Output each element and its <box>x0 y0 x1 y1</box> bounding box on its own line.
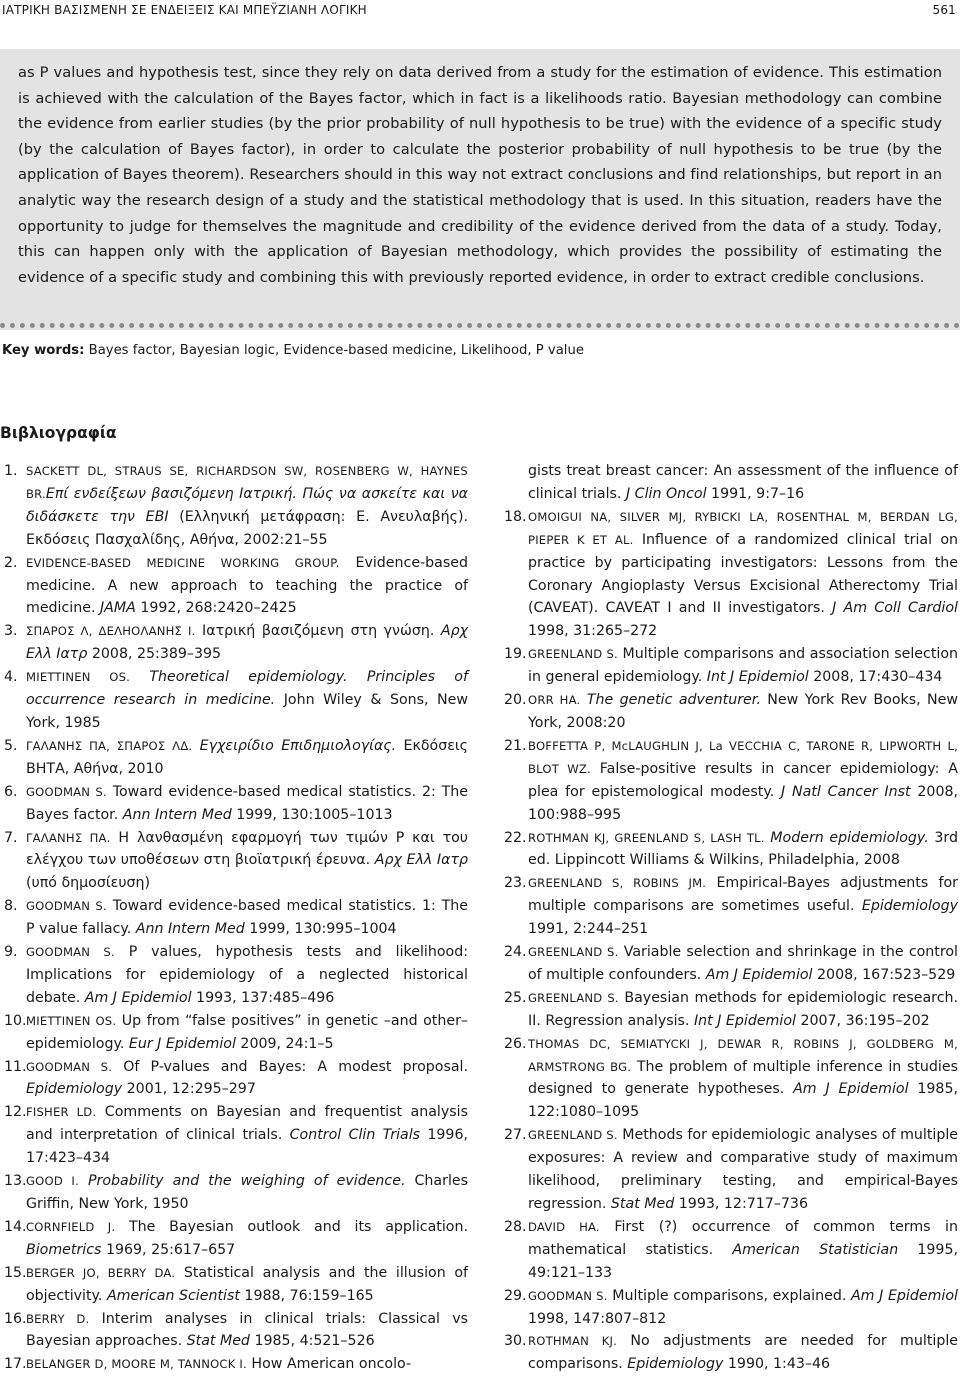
reference-journal: Modern epidemiology. <box>764 829 929 846</box>
reference-authors: BERGER JO, BERRY DA. <box>26 1265 176 1280</box>
reference-item <box>4 781 468 827</box>
reference-authors: ORR HA. <box>528 693 581 708</box>
references-heading: Βιβλιογραφία <box>0 424 117 442</box>
reference-item <box>504 987 958 1033</box>
reference-number: 11. <box>4 1058 27 1075</box>
reference-item <box>4 941 468 1010</box>
abstract-text: as P values and hypothesis test, since they rely on data derived from a study for the estimation of evidence. This estimation is achieved with the calculation of the Bayes factor, which in fact is a likelihoods ratio. Bayesian methodology can combine the evidence from earlier studies (by the prior probability of null hypothesis to be true) with the evidence of a specific study (by the calculation of Bayes factor), in order to calculate the posterior probability of null hypothesis to be true (by the application of Bayes theorem). Researchers should in this way not extract conclusions and find relationships, but report in an analytic way the research design of a study and the statistical methodology that is used. In this situation, readers have the opportunity to judge for themselves the magnitude and credibility of the evidence derived from the data of a study. Today, this can happen only with the application of Bayesian methodology, which provides the possibility of estimating the evidence of a specific study and combining this with previously reported evidence, in order to extract credible conclusions. <box>18 64 942 286</box>
reference-journal: Epidemiology <box>622 1356 724 1373</box>
reference-number: 23. <box>504 875 527 892</box>
reference-item <box>4 552 468 621</box>
reference-authors: GOODMAN S. <box>26 945 115 960</box>
reference-item <box>4 1262 468 1308</box>
reference-item <box>504 827 958 873</box>
reference-journal: Am J Epidemiol <box>846 1287 958 1304</box>
reference-details: 1988, 76:159–165 <box>239 1287 374 1304</box>
reference-item <box>4 1170 468 1216</box>
reference-number: 24. <box>504 944 527 961</box>
reference-details: 1985, 4:521–526 <box>249 1333 375 1350</box>
reference-item <box>504 506 958 643</box>
reference-item <box>4 620 468 666</box>
reference-item <box>504 872 958 941</box>
reference-number: 10. <box>4 1012 27 1029</box>
reference-journal: J Natl Cancer Inst <box>774 783 911 800</box>
reference-title: Comments on Bayesian and frequentist analysis and interpretation of clinical trials. <box>26 1104 468 1144</box>
reference-details: (υπό δημοσίευση) <box>26 875 151 892</box>
reference-item <box>4 1353 468 1376</box>
reference-details: 1991, 9:7–16 <box>706 485 805 502</box>
reference-title: Empirical-Bayes adjustments for multiple comparisons are sometimes useful. <box>528 875 959 915</box>
reference-number: 29. <box>504 1287 527 1304</box>
reference-details: 1990, 1:43–46 <box>723 1356 831 1373</box>
reference-number: 27. <box>504 1127 527 1144</box>
reference-number: 16. <box>4 1310 27 1327</box>
reference-title: P values, hypothesis tests and likelihood: Implications for epidemiology of a neglected historical debate. <box>26 944 468 1006</box>
reference-item <box>4 735 468 781</box>
reference-journal: Ann Intern Med <box>118 806 232 823</box>
reference-number: 26. <box>504 1035 527 1052</box>
reference-details: 1991, 2:244–251 <box>528 921 649 938</box>
reference-journal: Control Clin Trials <box>282 1127 421 1144</box>
reference-title: Toward evidence-based medical statistics. 2: The Bayes factor. <box>26 783 468 823</box>
reference-number: 3. <box>4 623 18 640</box>
reference-journal: American Scientist <box>102 1287 240 1304</box>
reference-number: 25. <box>504 989 527 1006</box>
reference-number: 9. <box>4 944 18 961</box>
reference-authors: ΓΑΛΑΝΗΣ ΠΑ, ΣΠΑΡΟΣ ΛΔ. <box>26 738 193 753</box>
reference-details: 3rd ed. Lippincott Williams & Wilkins, Philadelphia, 2008 <box>528 829 958 869</box>
reference-details: 1985, 122:1080–1095 <box>528 1081 958 1121</box>
reference-number: 1. <box>4 463 18 479</box>
reference-item <box>4 1010 468 1056</box>
reference-details: 2008, 17:430–434 <box>808 669 943 686</box>
reference-item <box>504 689 958 735</box>
reference-title: gists treat breast cancer: An assessment of the influence of clinical trials. <box>528 463 958 502</box>
reference-title: Interim analyses in clinical trials: Classical vs Bayesian approaches. <box>26 1310 468 1350</box>
reference-journal: Am J Epidemiol <box>80 989 192 1006</box>
references-right-column <box>504 460 958 1376</box>
reference-number: 4. <box>4 669 18 686</box>
reference-authors: THOMAS DC, SEMIATYCKI J, DEWAR R, ROBINS J, GOLDBERG M, ARMSTRONG BG. <box>528 1036 958 1074</box>
reference-journal: Theoretical epidemiology. Principles of occurrence research in medicine. <box>26 669 468 709</box>
reference-journal: Επί ενδείξεων βασιζόμενη Ιατρική. Πώς να ασκείτε και να διδάσκετε την EBI <box>26 485 468 525</box>
reference-item <box>504 643 958 689</box>
reference-number: 8. <box>4 898 18 915</box>
reference-journal: Stat Med <box>182 1333 250 1350</box>
keywords-text: Bayes factor, Bayesian logic, Evidence-based medicine, Likelihood, P value <box>88 343 584 358</box>
reference-authors: GOOD I. <box>26 1174 79 1189</box>
reference-details: New York Rev Books, New York, 2008:20 <box>528 692 959 731</box>
reference-journal: Ann Intern Med <box>131 921 245 938</box>
reference-item <box>504 1285 958 1331</box>
reference-authors: OMOIGUI NA, SILVER MJ, RYBICKI LA, ROSENTHAL M, BERDAN LG, PIEPER K ET AL. <box>528 509 958 547</box>
reference-journal: Αρχ Ελλ Ιατρ <box>26 623 468 663</box>
reference-authors: BELANGER D, MOORE M, TANNOCK I. <box>26 1357 247 1372</box>
reference-number: 20. <box>504 692 527 709</box>
page-number: 561 <box>932 3 956 17</box>
reference-details: John Wiley & Sons, New York, 1985 <box>26 692 468 731</box>
reference-journal: Αρχ Ελλ Ιατρ <box>370 852 468 869</box>
reference-title: Η λανθασμένη εφαρμογή των τιμών P και του ελέγχου των υποθέσεων στη βιοϊατρική έρευνα. <box>26 829 468 869</box>
reference-title: False-positive results in cancer epidemiology: A plea for epistemological modesty. <box>528 760 958 800</box>
reference-item <box>4 1216 468 1262</box>
reference-authors: ROTHMAN KJ, GREENLAND S, LASH TL. <box>528 830 765 845</box>
reference-title: Evidence-based medicine. A new approach to teaching the practice of medicine. <box>26 554 468 617</box>
reference-title: Multiple comparisons, explained. <box>607 1287 847 1304</box>
reference-item <box>4 827 468 896</box>
reference-authors: CORNFIELD J. <box>26 1219 116 1234</box>
running-header <box>0 0 960 24</box>
reference-authors: GREENLAND S. <box>528 1128 618 1143</box>
keywords-line <box>2 343 584 358</box>
reference-authors: GREENLAND S. <box>528 647 618 662</box>
reference-authors: MIETTINEN OS. <box>26 1013 117 1028</box>
reference-item <box>4 1056 468 1102</box>
reference-details: 1993, 137:485–496 <box>191 989 335 1006</box>
reference-title: Toward evidence-based medical statistics. 1: The P value fallacy. <box>26 898 468 938</box>
reference-journal: Stat Med <box>606 1196 675 1212</box>
reference-title: Variable selection and shrinkage in the control of multiple confounders. <box>528 944 958 983</box>
reference-details: 2008, 25:389–395 <box>87 646 222 663</box>
reference-title: Bayesian methods for epidemiologic research. II. Regression analysis. <box>528 989 959 1029</box>
reference-details: 1993, 12:717–736 <box>674 1196 808 1212</box>
reference-journal: Am J Epidemiol <box>701 966 813 983</box>
reference-journal: Epidemiology <box>854 898 958 915</box>
reference-number: 12. <box>4 1104 27 1121</box>
reference-details: Charles Griffin, New York, 1950 <box>26 1173 469 1212</box>
reference-authors: ΣΠΑΡΟΣ Λ, ΔΕΛΗΟΛΑΝΗΣ Ι. <box>26 624 196 639</box>
reference-number: 5. <box>4 737 18 754</box>
reference-title: Up from “false positives” in genetic –and other– epidemiology. <box>26 1012 468 1052</box>
reference-details: 2001, 12:295–297 <box>122 1081 256 1098</box>
abstract-box <box>0 49 960 330</box>
reference-authors: GOODMAN S. <box>26 899 107 914</box>
reference-authors: BOFFETTA P, McLAUGHLIN J, La VECCHIA C, TARONE R, LIPWORTH L, BLOT WZ. <box>528 738 958 776</box>
references-left-column <box>4 460 468 1376</box>
reference-details: 2008, 100:988–995 <box>528 783 959 823</box>
reference-authors: GREENLAND S. <box>528 945 619 960</box>
reference-details: Εκδόσεις ΒΗΤΑ, Αθήνα, 2010 <box>26 737 468 777</box>
keywords-label: Key words: <box>2 343 85 358</box>
reference-authors: DAVID HA. <box>528 1219 600 1234</box>
reference-number: 21. <box>504 737 527 754</box>
reference-item <box>504 1216 958 1285</box>
reference-item <box>504 735 958 827</box>
reference-authors: BERRY D. <box>26 1311 90 1326</box>
reference-title: No adjustments are needed for multiple comparisons. <box>528 1333 958 1373</box>
reference-title: Influence of a randomized clinical trial on practice by participating investigators: Lessons from the Coronary Angioplasty Versus Excisional Atherectomy Trial (CAVEAT). CAVEAT I and II investigators. <box>528 531 959 617</box>
reference-number: 2. <box>4 554 18 571</box>
reference-item <box>4 666 468 735</box>
reference-number: 6. <box>4 783 18 800</box>
reference-item <box>4 895 468 941</box>
reference-item <box>504 1124 958 1216</box>
reference-item <box>504 460 958 506</box>
reference-title: The Bayesian outlook and its application. <box>115 1218 468 1235</box>
reference-number: 19. <box>504 646 527 663</box>
reference-journal: Eur J Epidemiol <box>124 1035 236 1052</box>
reference-title: The problem of multiple inference in studies designed to generate hypotheses. <box>528 1058 958 1098</box>
reference-title: Ιατρική βασιζόμενη στη γνώση. <box>195 623 435 640</box>
reference-item <box>4 1101 468 1170</box>
reference-item <box>504 1033 958 1125</box>
reference-journal: Probability and the weighing of evidence. <box>78 1173 406 1190</box>
reference-details: 1999, 130:1005–1013 <box>231 806 393 823</box>
reference-journal: American Statistician <box>713 1241 899 1258</box>
reference-title: Methods for epidemiologic analyses of multiple exposures: A review and comparative study of maximum likelihood, preliminary testing, and empirical-Bayes regression. <box>528 1127 959 1212</box>
reference-details: 1992, 268:2420–2425 <box>135 600 297 617</box>
reference-authors: SACKETT DL, STRAUS SE, RICHARDSON SW, ROSENBERG W, HAYNES BR. <box>26 464 468 501</box>
reference-item <box>504 1330 958 1376</box>
reference-authors: GOODMAN S. <box>26 1059 113 1074</box>
header-title: ΙΑΤΡΙΚΗ ΒΑΣΙΣΜΕΝΗ ΣΕ ΕΝΔΕΙΞΕΙΣ ΚΑΙ ΜΠΕΫΖΙΑΝΗ ΛΟΓΙΚΗ <box>2 3 367 17</box>
reference-journal: JAMA <box>95 600 136 617</box>
reference-authors: ΓΑΛΑΝΗΣ ΠΑ. <box>26 830 111 845</box>
reference-item <box>4 1308 468 1354</box>
reference-details: 2008, 167:523–529 <box>812 966 956 983</box>
reference-details: 2007, 36:195–202 <box>795 1012 930 1029</box>
reference-number: 28. <box>504 1218 527 1235</box>
reference-number: 18. <box>504 508 527 525</box>
reference-journal: Εγχειρίδιο Επιδημιολογίας. <box>192 737 397 754</box>
reference-title: How American oncolo- <box>246 1356 412 1373</box>
reference-number: 17. <box>4 1356 27 1373</box>
reference-number: 7. <box>4 829 18 846</box>
reference-title: Multiple comparisons and association selection in general epidemiology. <box>528 646 958 686</box>
reference-journal: Int J Epidemiol <box>702 669 809 686</box>
reference-journal: J Am Coll Cardiol <box>824 600 958 617</box>
reference-authors: MIETTINEN OS. <box>26 670 131 685</box>
reference-details: 1998, 31:265–272 <box>528 623 658 640</box>
reference-number: 13. <box>4 1173 27 1190</box>
reference-authors: EVIDENCE-BASED MEDICINE WORKING GROUP. <box>26 555 340 570</box>
reference-number: 30. <box>504 1333 527 1350</box>
reference-title: Of P-values and Bayes: A modest proposal. <box>112 1058 468 1075</box>
reference-title: First (?) occurrence of common terms in mathematical statistics. <box>528 1218 958 1258</box>
reference-item <box>504 941 958 987</box>
reference-details: 2009, 24:1–5 <box>235 1035 334 1052</box>
reference-details: 1998, 147:807–812 <box>528 1310 667 1327</box>
reference-item <box>4 460 468 552</box>
reference-details: 1999, 130:995–1004 <box>244 921 397 938</box>
reference-authors: GREENLAND S, ROBINS JM. <box>528 876 707 891</box>
reference-number: 14. <box>4 1218 27 1235</box>
reference-details: 1969, 25:617–657 <box>101 1241 236 1258</box>
dotted-divider <box>0 323 960 328</box>
reference-details: 1995, 49:121–133 <box>528 1241 958 1281</box>
reference-details: (Ελληνική μετάφραση: Ε. Ανευλαβής). Εκδόσεις Πασχαλίδης, Αθήνα, 2002:21–55 <box>26 508 468 548</box>
reference-title: Statistical analysis and the illusion of objectivity. <box>26 1264 469 1304</box>
reference-journal: Biometrics <box>26 1241 102 1258</box>
reference-number: 22. <box>504 829 527 846</box>
reference-number: 15. <box>4 1264 27 1281</box>
reference-journal: Int J Epidemiol <box>689 1012 796 1029</box>
reference-journal: Epidemiology <box>26 1081 123 1098</box>
reference-journal: Am J Epidemiol <box>784 1081 909 1098</box>
reference-journal: J Clin Oncol <box>621 485 707 502</box>
reference-authors: ROTHMAN KJ. <box>528 1334 618 1349</box>
reference-authors: GOODMAN S. <box>26 784 107 799</box>
reference-authors: FISHER LD. <box>26 1105 97 1120</box>
reference-details: 1996, 17:423–434 <box>26 1127 468 1167</box>
reference-authors: GREENLAND S. <box>528 990 619 1005</box>
reference-authors: GOODMAN S. <box>528 1288 608 1303</box>
reference-journal: The genetic adventurer. <box>580 692 761 709</box>
